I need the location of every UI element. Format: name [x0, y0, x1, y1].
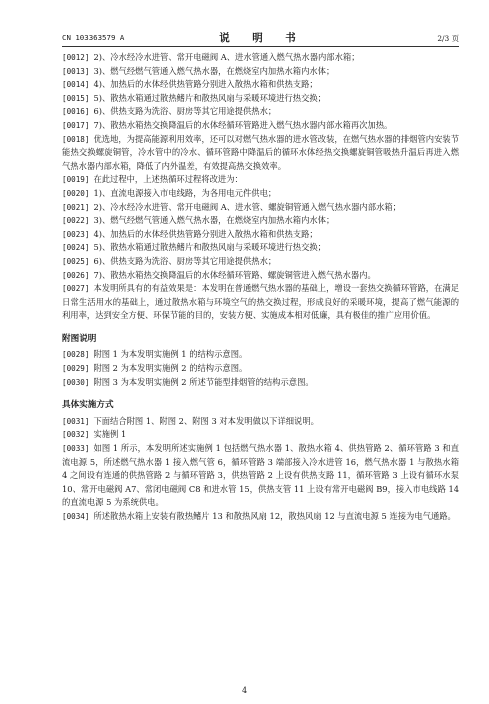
paragraph-number: [0028] [62, 350, 90, 360]
paragraph-text: 附图 2 为本发明实施例 2 的结构示意图。 [93, 363, 248, 374]
paragraph-number: [0029] [62, 364, 90, 374]
paragraph-number: [0016] [62, 107, 90, 117]
paragraph-number: [0023] [62, 229, 90, 239]
paragraph-text: 4)、加热后的水体经供热管路分别进入散热水箱和供热支路； [93, 228, 318, 239]
paragraph-text: 6)、供热支路为洗浴、厨房等其它用途提供热水； [93, 106, 277, 117]
paragraph-text: 4)、加热后的水体经供热管路分别进入散热水箱和供热支路； [93, 79, 318, 90]
paragraph-number: [0013] [62, 66, 90, 76]
paragraph-number: [0022] [62, 216, 90, 226]
page-header [62, 30, 459, 44]
paragraph [62, 78, 459, 92]
paragraph-text: 7)、散热水箱热交换降温后的水体经循环管路进入燃气热水器内部水箱再次加热。 [93, 119, 393, 130]
paragraph [62, 201, 459, 215]
paragraph-number: [0033] [62, 444, 90, 454]
paragraph-number: [0024] [62, 243, 90, 253]
paragraph-number: [0021] [62, 202, 90, 212]
paragraph-text: 5)、散热水箱通过散热鳍片和散热风扇与采暖环境进行热交换； [93, 242, 326, 253]
paragraph-number: [0034] [62, 512, 90, 521]
paragraph [62, 362, 459, 376]
paragraph [62, 173, 459, 187]
paragraph-number: [0014] [62, 80, 90, 90]
paragraph-number: [0027] [62, 284, 90, 294]
page-indicator: 2/3 页 [437, 34, 459, 43]
section-heading-figures: 附图说明 [62, 333, 97, 344]
paragraph-text: 实施例 1 [93, 429, 127, 440]
paragraph [62, 228, 459, 242]
paragraph-number: [0030] [62, 377, 90, 387]
paragraph-group-3 [62, 415, 459, 524]
paragraph [62, 282, 459, 323]
paragraph-text: 下面结合附图 1、附图 2、附图 3 对本发明做以下详细说明。 [93, 415, 319, 426]
paragraph-number: [0012] [62, 53, 90, 62]
paragraph-number: [0019] [62, 175, 90, 185]
paragraph-number: [0026] [62, 270, 90, 280]
paragraph-text: 2)、冷水经冷水进管、常开电磁阀 A、进水管通入燃气热水器内部水箱； [93, 52, 360, 62]
paragraph-number: [0032] [62, 430, 90, 440]
paragraph [62, 51, 459, 65]
paragraph [62, 119, 459, 133]
patent-number: CN 103363579 A [62, 33, 125, 42]
paragraph-number: [0017] [62, 120, 90, 130]
page-number: 4 [241, 686, 248, 695]
paragraph-text: 7)、散热水箱热交换降温后的水体经循环管路、螺旋铜管进入燃气热水器内。 [93, 269, 376, 280]
paragraph [62, 442, 459, 510]
paragraph-text: 2)、冷水经冷水进管、常开电磁阀 A、进水管、螺旋铜管通入燃气热水器内部水箱； [93, 201, 401, 212]
paragraph [62, 214, 459, 228]
paragraph [62, 428, 459, 442]
paragraph [62, 348, 459, 362]
paragraph-text: 6)、供热支路为洗浴、厨房等其它用途提供热水； [93, 255, 277, 266]
paragraph [62, 92, 459, 106]
paragraph-text: 附图 1 为本发明实施例 1 的结构示意图。 [93, 349, 248, 360]
header-rule [62, 46, 459, 47]
paragraph-text: 本发明所具有的有益效果是：本发明在普通燃气热水器的基础上，增设一套热交换循环管路，在满足日常生活用水的基础上，通过散热水箱与环境空气的热交换过程，形成良好的采暖环境，提高了燃气能源的利用率，达到安全方便、环保节能的目的，安装方便、实施成本相对低廉，具有极佳的推广应用价值。 [62, 283, 459, 321]
section-heading-embodiments: 具体实施方式 [62, 400, 114, 411]
document-title: 说 明 书 [219, 32, 302, 44]
paragraph-number: [0025] [62, 256, 90, 266]
paragraph-text: 5)、散热水箱通过散热鳍片和散热风扇与采暖环境进行热交换； [93, 92, 326, 103]
paragraph-number: [0015] [62, 93, 90, 103]
paragraph [62, 241, 459, 255]
paragraph [62, 65, 459, 79]
paragraph-text: 3)、燃气经燃气管通入燃气热水器，在燃烧室内加热水箱内水体； [93, 215, 335, 226]
paragraph-number: [0031] [62, 416, 90, 426]
paragraph [62, 510, 459, 524]
paragraph [62, 255, 459, 269]
document-body [62, 51, 459, 524]
paragraph-text: 附图 3 为本发明实施例 2 所述节能型排烟管的结构示意图。 [93, 376, 314, 387]
paragraph [62, 187, 459, 201]
paragraph [62, 376, 459, 390]
paragraph-text: 3)、燃气经燃气管通入燃气热水器，在燃烧室内加热水箱内水体； [93, 65, 335, 76]
paragraph [62, 105, 459, 119]
paragraph-number: [0020] [62, 188, 90, 198]
paragraph [62, 269, 459, 283]
paragraph-group-1 [62, 51, 459, 323]
paragraph-number: [0018] [62, 134, 90, 144]
paragraph-text: 1)、直流电源接入市电线路，为各用电元件供电； [93, 187, 277, 198]
paragraph-text: 所述散热水箱上安装有散热鳍片 13 和散热风扇 12，散热风扇 12 与直流电源 5 连接为电气通路。 [93, 511, 456, 521]
paragraph [62, 133, 459, 174]
paragraph-text: 在此过程中，上述热循环过程将改进为： [93, 174, 243, 185]
paragraph-text: 优选地，为提高能源利用效率，还可以对燃气热水器的进水管改装，在燃气热水器的排烟管内安装节能热交换螺旋铜管，冷水管中的冷水、循环管路中降温后的循环水体经热交换螺旋铜管吸热升温后再进入燃气热水器内部水箱，降低了内外温差，有效提高热交换效率。 [62, 133, 459, 171]
paragraph-text: 如图 1 所示，本发明所述实施例 1 包括燃气热水器 1、散热水箱 4、供热管路 2、循环管路 3 和直流电源 5，所述燃气热水器 1 接入燃气管 6，循环管路 3 端部接入冷水进管 16，燃气热水器 1 与散热水箱 4 之间设有连通的供热管路 2 与循环管路 3，供热管路 2 上设有供热支路 11，循环管路 3 上设有循环水泵 10、常开电磁阀 A7、常闭电磁阀 C8 和进水管 15，供热支管 11 上设有常开电磁阀 B9，接入市电线路 14 的直流电源 5 为系统供电。 [62, 443, 459, 508]
paragraph [62, 415, 459, 429]
paragraph-group-2 [62, 348, 459, 389]
